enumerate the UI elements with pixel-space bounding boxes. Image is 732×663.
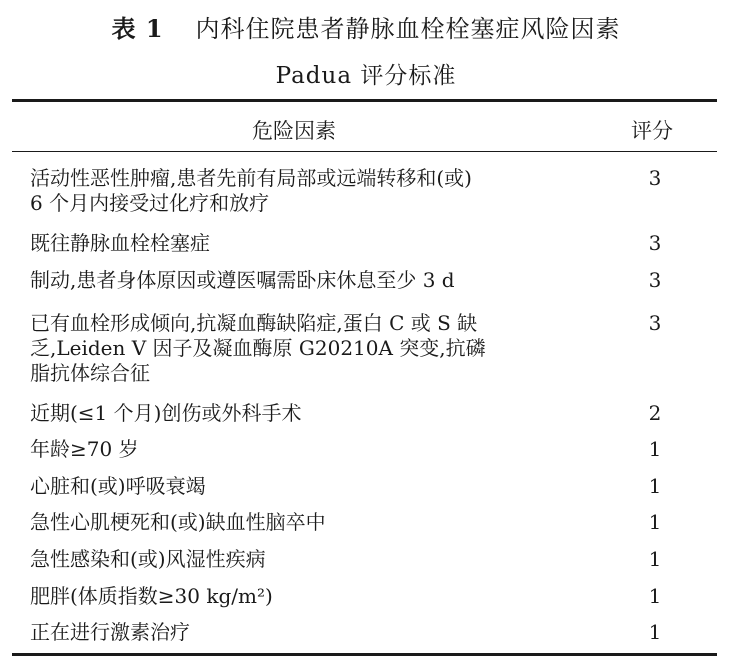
top-rule <box>12 99 717 102</box>
header-rule <box>12 151 717 152</box>
row-factor: 既往静脉血栓栓塞症 <box>30 231 210 255</box>
row-factor: 急性感染和(或)风湿性疾病 <box>30 547 266 571</box>
row-factor: 制动,患者身体原因或遵医嘱需卧床休息至少 3 d <box>30 268 455 292</box>
row-factor: 年龄≥70 岁 <box>30 437 139 461</box>
table-title <box>0 9 732 44</box>
row-factor: 肥胖(体质指数≥30 kg/m²) <box>30 584 273 608</box>
table-label: 表 1 <box>111 14 164 43</box>
row-factor: 活动性恶性肿瘤,患者先前有局部或远端转移和(或) 6 个月内接受过化疗和放疗 <box>30 166 472 215</box>
row-score: 3 <box>648 311 662 335</box>
row-score: 2 <box>648 401 662 425</box>
row-factor: 急性心肌梗死和(或)缺血性脑卒中 <box>30 510 326 534</box>
row-score: 1 <box>648 474 662 498</box>
row-score: 3 <box>648 166 662 190</box>
row-score: 1 <box>648 437 662 461</box>
row-score: 3 <box>648 231 662 255</box>
row-score: 1 <box>648 584 662 608</box>
header-score: 评分 <box>631 119 673 143</box>
row-score: 1 <box>648 510 662 534</box>
bottom-rule <box>12 653 717 656</box>
table-subtitle: Padua 评分标准 <box>275 63 457 89</box>
row-score: 1 <box>648 620 662 644</box>
row-score: 3 <box>648 268 662 292</box>
row-score: 1 <box>648 547 662 571</box>
row-factor: 心脏和(或)呼吸衰竭 <box>30 474 206 498</box>
row-factor: 近期(≤1 个月)创伤或外科手术 <box>30 401 302 425</box>
header-factor: 危险因素 <box>252 119 336 143</box>
row-factor: 正在进行激素治疗 <box>30 620 190 644</box>
table-title-text: 内科住院患者静脉血栓栓塞症风险因素 <box>195 15 621 43</box>
row-factor: 已有血栓形成倾向,抗凝血酶缺陷症,蛋白 C 或 S 缺 乏,Leiden V 因子及凝血酶原 G20210A 突变,抗磷 脂抗体综合征 <box>30 311 486 385</box>
